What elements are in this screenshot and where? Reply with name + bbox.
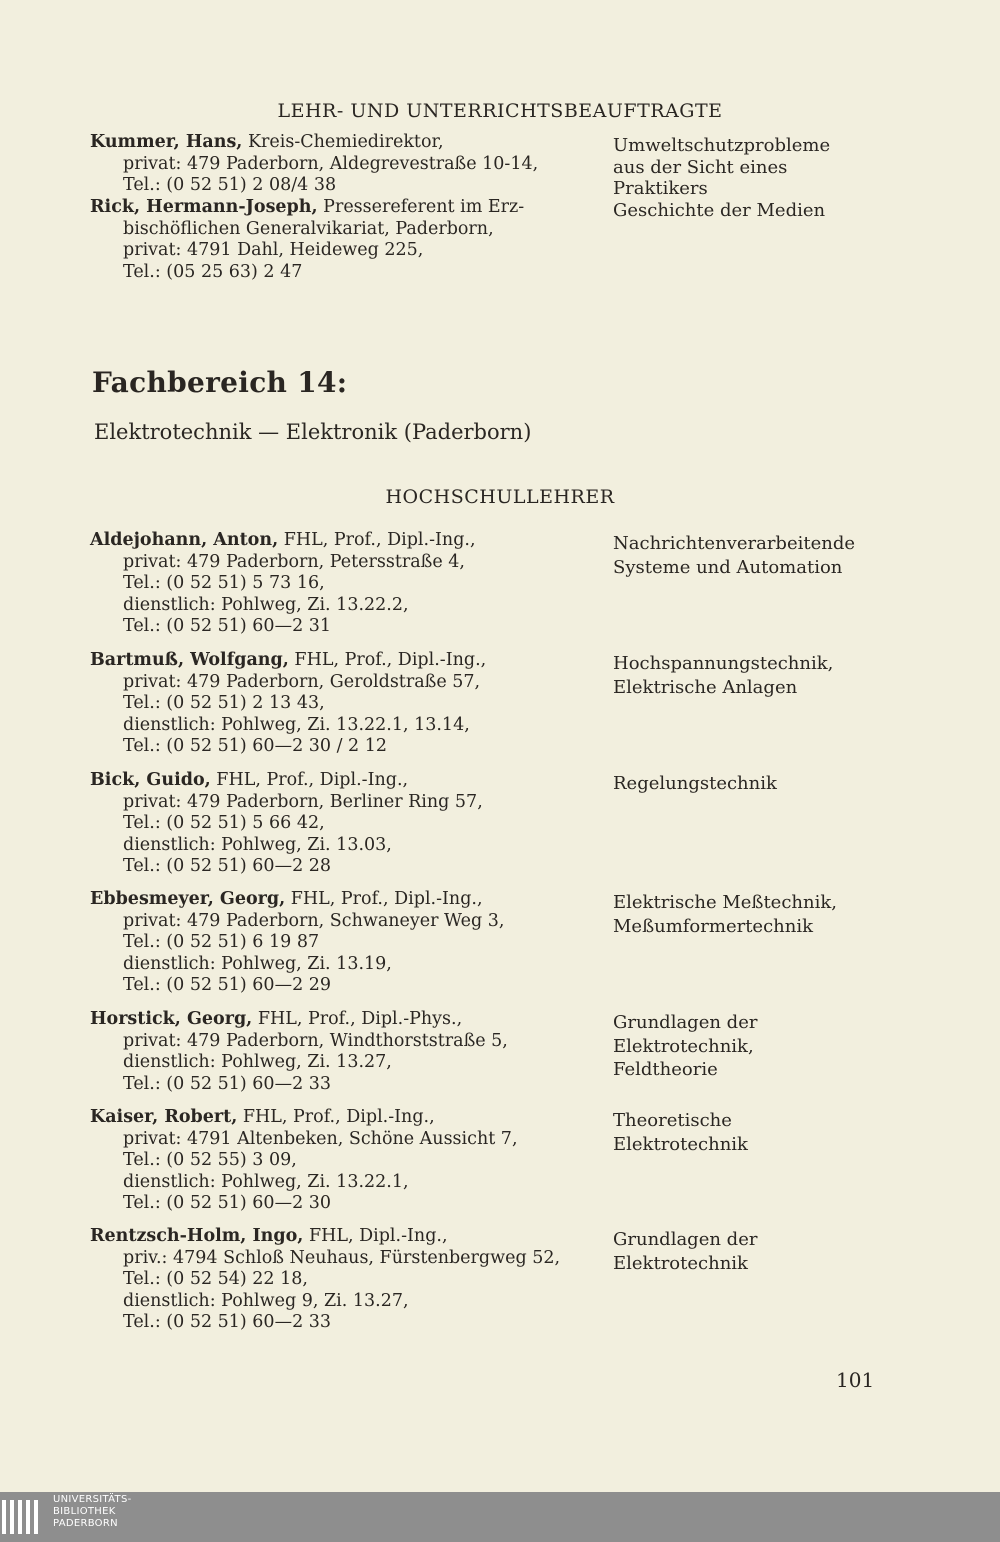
phone-line: Tel.: (0 52 51) 60—2 30 xyxy=(123,1193,332,1213)
phone-line: Tel.: (0 52 51) 2 08/4 38 xyxy=(123,175,337,195)
office-line: dienstlich: Pohlweg, Zi. 13.22.1, 13.14, xyxy=(123,714,470,735)
subject-line: Systeme und Automation xyxy=(613,556,843,578)
phone-line: Tel.: (0 52 51) 60—2 29 xyxy=(123,975,332,995)
person-name: Bartmuß, Wolfgang, xyxy=(90,650,289,670)
entry-contact xyxy=(90,197,600,283)
office-line: dienstlich: Pohlweg, Zi. 13.19, xyxy=(123,953,392,974)
entry-contact xyxy=(90,1226,600,1334)
person-title: FHL, Dipl.-Ing., xyxy=(303,1226,448,1246)
affiliation-line: bischöflichen Generalvikariat, Paderborn, xyxy=(123,218,494,239)
entry-first-line xyxy=(90,1107,600,1129)
entry-contact xyxy=(90,889,600,997)
person-name: Aldejohann, Anton, xyxy=(90,530,279,550)
entry-first-line xyxy=(90,1226,600,1248)
address-line: privat: 479 Paderborn, Windthorststraße 5, xyxy=(123,1030,508,1051)
subject-line: Hochspannungstechnik, xyxy=(613,653,834,674)
subject-line: Geschichte der Medien xyxy=(613,200,826,221)
library-footer xyxy=(0,1492,1000,1542)
entry-subject xyxy=(613,772,953,796)
phone-line: Tel.: (0 52 51) 60—2 33 xyxy=(123,1073,332,1094)
subject-line: Grundlagen der xyxy=(613,1229,758,1250)
entry-subject xyxy=(613,891,953,938)
subject-line: Regelungstechnik xyxy=(613,773,777,794)
entry-first-line xyxy=(90,650,600,672)
library-name-line: BIBLIOTHEK xyxy=(53,1506,116,1517)
page-number: 101 xyxy=(836,1368,875,1392)
phone-line: Tel.: (0 52 51) 60—2 30 / 2 12 xyxy=(123,736,388,756)
person-title: FHL, Prof., Dipl.-Ing., xyxy=(278,530,476,550)
phone-line: Tel.: (0 52 51) 60—2 28 xyxy=(123,856,332,876)
person-name: Kummer, Hans, xyxy=(90,132,243,152)
person-title: FHL, Prof., Dipl.-Ing., xyxy=(285,889,483,909)
entry-first-line xyxy=(90,889,600,911)
address-line: privat: 4791 Altenbeken, Schöne Aussicht 7, xyxy=(123,1128,518,1149)
entry-subject xyxy=(613,652,953,699)
entry-first-line xyxy=(90,197,600,219)
entry-subject xyxy=(613,1011,953,1082)
subject-line: Nachrichtenverarbeitende xyxy=(613,533,856,554)
office-line: dienstlich: Pohlweg, Zi. 13.27, xyxy=(123,1052,392,1072)
person-name: Horstick, Georg, xyxy=(90,1009,253,1029)
address-line: privat: 479 Paderborn, Aldegrevestraße 10-14, xyxy=(123,153,539,174)
subject-line: Elektrotechnik xyxy=(613,1133,748,1155)
subject-line: Praktikers xyxy=(613,178,708,199)
phone-line: Tel.: (0 52 51) 5 66 42, xyxy=(123,813,325,833)
address-line: privat: 4791 Dahl, Heideweg 225, xyxy=(123,240,424,260)
person-title: FHL, Prof., Dipl.-Ing., xyxy=(288,650,487,670)
entry-contact xyxy=(90,650,600,758)
phone-line: Tel.: (0 52 51) 2 13 43, xyxy=(123,693,325,713)
fachbereich-subtitle: Elektrotechnik — Elektronik (Paderborn) xyxy=(94,420,532,444)
phone-line: Tel.: (0 52 51) 60—2 33 xyxy=(123,1312,332,1332)
entry-subject xyxy=(613,532,953,579)
library-name-line: UNIVERSITÄTS- xyxy=(53,1494,132,1505)
subject-line: Theoretische xyxy=(613,1110,732,1131)
address-line: privat: 479 Paderborn, Petersstraße 4, xyxy=(123,551,465,572)
subject-line: aus der Sicht eines xyxy=(613,156,788,178)
address-line: privat: 479 Paderborn, Berliner Ring 57, xyxy=(123,791,483,812)
subject-line: Feldtheorie xyxy=(613,1059,718,1080)
entry-contact xyxy=(90,1107,600,1215)
person-name: Kaiser, Robert, xyxy=(90,1107,238,1127)
phone-line: Tel.: (0 52 54) 22 18, xyxy=(123,1269,308,1289)
subject-line: Grundlagen der xyxy=(613,1012,758,1033)
entry-contact xyxy=(90,132,600,197)
office-line: dienstlich: Pohlweg 9, Zi. 13.27, xyxy=(123,1290,409,1311)
subject-line: Elektrotechnik, xyxy=(613,1035,754,1057)
person-name: Ebbesmeyer, Georg, xyxy=(90,889,286,909)
fachbereich-title: Fachbereich 14: xyxy=(92,366,348,399)
subject-line: Elektrotechnik xyxy=(613,1252,748,1274)
subject-line: Meßumformertechnik xyxy=(613,915,814,937)
entry-first-line xyxy=(90,770,600,792)
person-title: Kreis-Chemiedirektor, xyxy=(242,132,444,152)
entry-first-line xyxy=(90,132,600,154)
subject-line: Elektrische Anlagen xyxy=(613,676,798,698)
phone-line: Tel.: (0 52 51) 5 73 16, xyxy=(123,573,325,593)
library-name-line: PADERBORN xyxy=(53,1518,118,1529)
heading-hochschullehrer: HOCHSCHULLEHRER xyxy=(385,486,615,508)
person-title: Pressereferent im Erz- xyxy=(317,197,525,217)
entry-subject xyxy=(613,134,953,201)
entry-contact xyxy=(90,770,600,878)
phone-line: Tel.: (0 52 51) 6 19 87 xyxy=(123,932,320,952)
entry-first-line xyxy=(90,530,600,552)
address-line: privat: 479 Paderborn, Geroldstraße 57, xyxy=(123,671,481,692)
library-logo-icon xyxy=(2,1500,42,1534)
entry-contact xyxy=(90,530,600,638)
entry-subject xyxy=(613,1109,953,1156)
person-name: Bick, Guido, xyxy=(90,770,211,790)
subject-line: Umweltschutzprobleme xyxy=(613,135,831,156)
entry-contact xyxy=(90,1009,600,1095)
person-title: FHL, Prof., Dipl.-Phys., xyxy=(252,1009,463,1029)
library-name xyxy=(53,1494,132,1530)
entry-subject xyxy=(613,1228,953,1275)
subject-line: Elektrische Meßtechnik, xyxy=(613,892,837,913)
phone-line: Tel.: (0 52 51) 60—2 31 xyxy=(123,616,332,636)
entry-subject xyxy=(613,199,953,223)
phone-line: Tel.: (05 25 63) 2 47 xyxy=(123,261,303,282)
office-line: dienstlich: Pohlweg, Zi. 13.22.1, xyxy=(123,1171,409,1192)
phone-line: Tel.: (0 52 55) 3 09, xyxy=(123,1150,297,1170)
person-name: Rentzsch-Holm, Ingo, xyxy=(90,1226,304,1246)
heading-lehrbeauftragte: LEHR- UND UNTERRICHTSBEAUFTRAGTE xyxy=(277,100,723,122)
address-line: priv.: 4794 Schloß Neuhaus, Fürstenbergweg 52, xyxy=(123,1247,561,1268)
person-title: FHL, Prof., Dipl.-Ing., xyxy=(237,1107,435,1127)
person-name: Rick, Hermann-Joseph, xyxy=(90,197,318,217)
office-line: dienstlich: Pohlweg, Zi. 13.22.2, xyxy=(123,594,409,615)
entry-first-line xyxy=(90,1009,600,1031)
office-line: dienstlich: Pohlweg, Zi. 13.03, xyxy=(123,834,392,855)
address-line: privat: 479 Paderborn, Schwaneyer Weg 3, xyxy=(123,910,505,931)
person-title: FHL, Prof., Dipl.-Ing., xyxy=(210,770,409,790)
